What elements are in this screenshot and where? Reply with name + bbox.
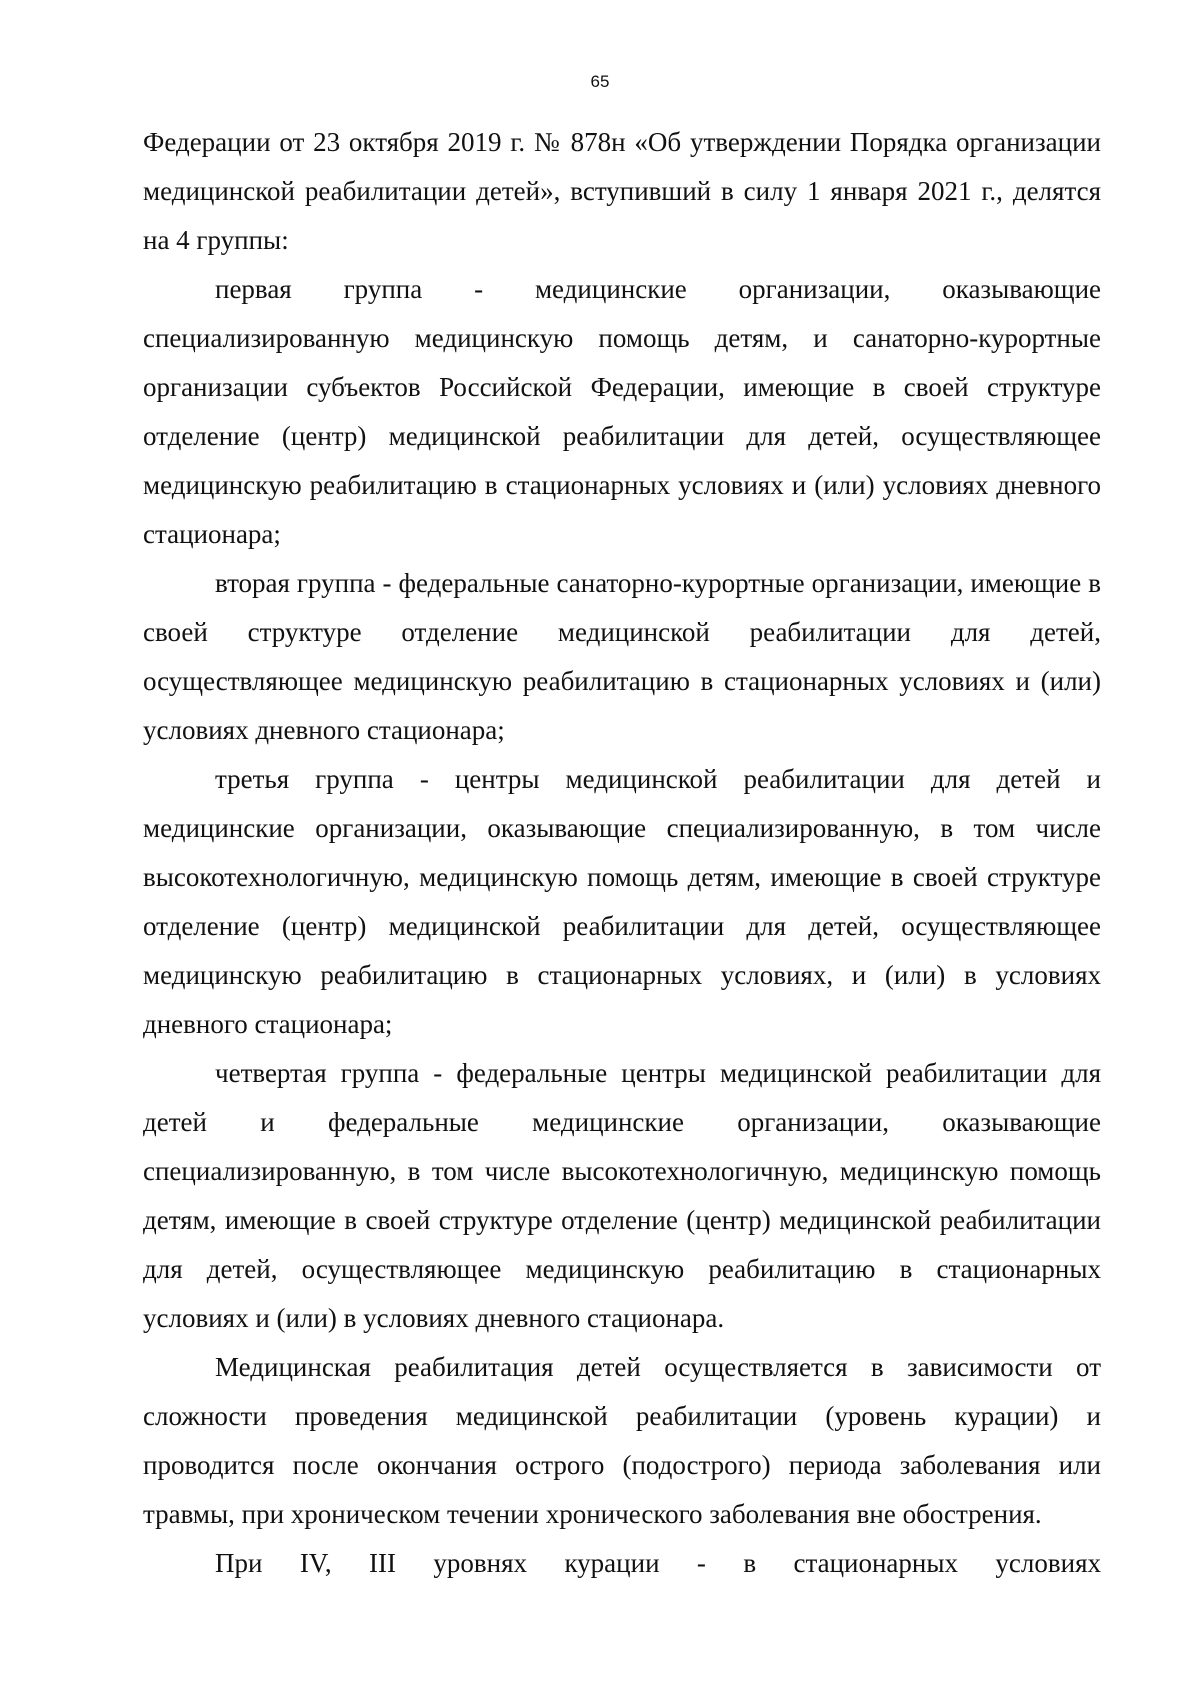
paragraph-curation-levels: Медицинская реабилитация детей осуществляется в зависимости от сложности проведения медицинской реабилитации (уровень курации) и проводится после окончания острого (подострого) периода заболевания или травмы, при хроническом течении хронического заболевания вне обострения. xyxy=(143,1352,1101,1529)
paragraph-group-four: четвертая группа - федеральные центры медицинской реабилитации для детей и федеральные медицинские организации, оказывающие специализированную, в том числе высокотехнологичную, медицинскую помощь детям, имеющие в своей структуре отделение (центр) медицинской реабилитации для детей, осуществляющее медицинскую реабилитацию в стационарных условиях и (или) в условиях дневного стационара. xyxy=(143,1058,1101,1333)
document-body xyxy=(143,118,1101,1588)
paragraph-continuation: Федерации от 23 октября 2019 г. № 878н «Об утверждении Порядка организации медицинской реабилитации детей», вступивший в силу 1 января 2021 г., делятся на 4 группы: xyxy=(143,127,1101,255)
page-number: 65 xyxy=(590,72,610,91)
paragraph-levels-iv-iii: При IV, III уровнях курации - в стационарных условиях xyxy=(215,1548,1101,1578)
paragraph-group-two: вторая группа - федеральные санаторно-курортные организации, имеющие в своей структуре отделение медицинской реабилитации для детей, осуществляющее медицинскую реабилитацию в стационарных условиях и (или) условиях дневного стационара; xyxy=(143,568,1101,745)
paragraph-group-three: третья группа - центры медицинской реабилитации для детей и медицинские организации, оказывающие специализированную, в том числе высокотехнологичную, медицинскую помощь детям, имеющие в своей структуре отделение (центр) медицинской реабилитации для детей, осуществляющее медицинскую реабилитацию в стационарных условиях, и (или) в условиях дневного стационара; xyxy=(143,764,1101,1039)
paragraph-group-one: первая группа - медицинские организации, оказывающие специализированную медицинскую помощь детям, и санаторно-курортные организации субъектов Российской Федерации, имеющие в своей структуре отделение (центр) медицинской реабилитации для детей, осуществляющее медицинскую реабилитацию в стационарных условиях и (или) условиях дневного стационара; xyxy=(143,274,1101,549)
